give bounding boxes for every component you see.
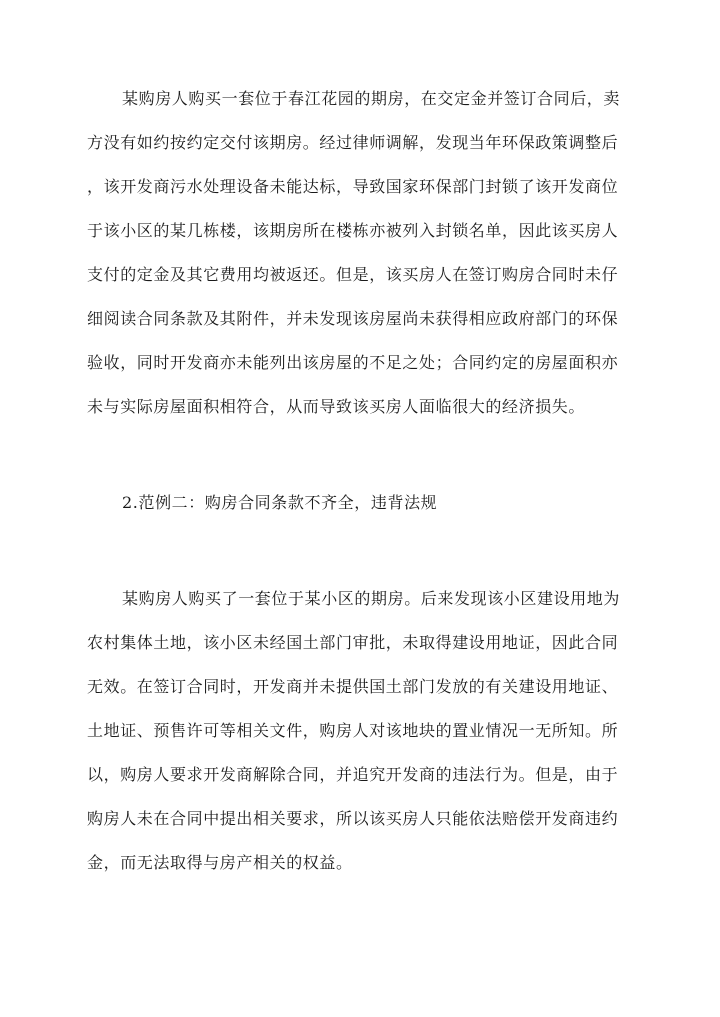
paragraph-line: 方没有如约按约定交付该期房。经过律师调解，发现当年环保政策调整后 [87,133,619,152]
paragraph-line: 金，而无法取得与房产相关的权益。 [87,853,353,872]
paragraph-line: 细阅读合同条款及其附件，并未发现该房屋尚未获得相应政府部门的环保 [87,309,619,328]
paragraph-line: ，该开发商污水处理设备未能达标，导致国家环保部门封锁了该开发商位 [87,177,619,196]
paragraph-line: 于该小区的某几栋楼，该期房所在楼栋亦被列入封锁名单，因此该买房人 [87,221,619,240]
paragraph-line: 验收，同时开发商亦未能列出该房屋的不足之处；合同约定的房屋面积亦 [87,353,619,372]
paragraph-line: 农村集体土地，该小区未经国土部门审批，未取得建设用地证，因此合同 [87,633,619,652]
paragraph-line: 未与实际房屋面积相符合，从而导致该买房人面临很大的经济损失。 [87,397,586,416]
paragraph-line: 支付的定金及其它费用均被返还。但是，该买房人在签订购房合同时未仔 [87,265,619,284]
paragraph-line: 某购房人购买了一套位于某小区的期房。后来发现该小区建设用地为 [122,589,621,608]
section-heading-example-2: 2.范例二：购房合同条款不齐全，违背法规 [122,493,438,512]
paragraph-line: 某购房人购买一套位于春江花园的期房，在交定金并签订合同后，卖 [122,89,621,108]
paragraph-line: 土地证、预售许可等相关文件，购房人对该地块的置业情况一无所知。所 [87,721,619,740]
paragraph-line: 以，购房人要求开发商解除合同，并追究开发商的违法行为。但是，由于 [87,765,619,784]
paragraph-line: 无效。在签订合同时，开发商并未提供国土部门发放的有关建设用地证、 [87,677,619,696]
paragraph-line: 购房人未在合同中提出相关要求，所以该买房人只能依法赔偿开发商违约 [87,809,619,828]
